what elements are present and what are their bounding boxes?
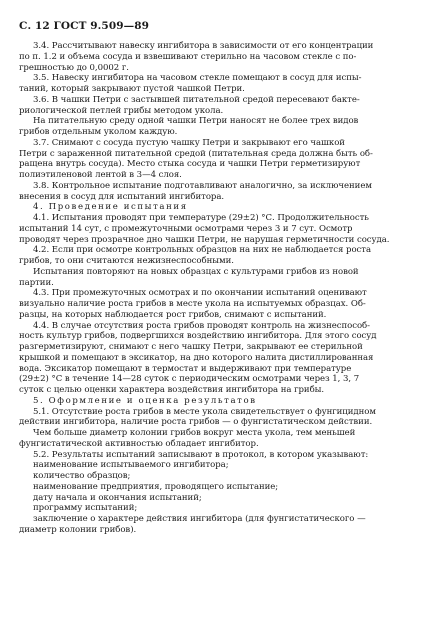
standard-number: ГОСТ 9.509—89 (53, 20, 150, 32)
text-line: грешностью до 0,0002 г. (19, 62, 129, 73)
text-line: 3.7. Снимают с сосуда пустую чашку Петри и закрывают его чашкой (33, 137, 345, 148)
text-line: диаметр колонии грибов). (19, 524, 137, 535)
text-line: 4. Проведение испытания (33, 202, 188, 213)
text-line: визуально наличие роста грибов в месте укола на испытуемых образцах. Об- (19, 299, 366, 309)
text-line: крышкой и помещают в эксикатор, на дно которого налита дистиллированная (19, 352, 374, 363)
document-body (19, 41, 414, 536)
text-line: 5.1. Отсутствие роста грибов в месте укола свидетельствует о фунгицидном (33, 406, 376, 417)
text-line: испытаний 14 сут, с промежуточными осмотрами через 3 и 7 сут. Осмотр (19, 223, 353, 234)
text-line: 3.6. В чашки Петри с застывшей питательной средой пересевают бакте- (33, 94, 360, 105)
text-line: действии ингибитора, наличие роста грибов — о фунгистатическом действии. (19, 417, 373, 428)
text-line: На питательную среду одной чашки Петри наносят не более трех видов (33, 116, 359, 127)
text-line: (29±2) °С в течение 14—28 суток с периодическим осмотрами через 1, 3, 7 (19, 374, 360, 385)
text-line: 3.4. Рассчитывают навеску ингибитора в зависимости от его концентрации (33, 41, 374, 51)
text-line: грибов отдельным уколом каждую. (19, 127, 178, 137)
text-line: разгерметизируют, снимают с него чашку Петри, закрывают ее стерильной (19, 342, 363, 352)
text-line: заключение о характере действия ингибитора (для фунгистатического — (33, 514, 366, 524)
page-number: С. 12 (19, 20, 50, 32)
text-line: 5.2. Результаты испытаний записывают в протокол, в котором указывают: (33, 449, 369, 460)
text-line: ность культур грибов, подвергшихся воздействию ингибитора. Для этого сосуд (19, 331, 377, 342)
text-line: Петри с зараженной питательной средой (питательная среда должна быть об- (19, 148, 373, 159)
text-line: грибов, то они считаются нежизнеспособными. (19, 256, 234, 266)
text-line: программу испытаний; (33, 503, 138, 514)
text-line: наименование испытываемого ингибитора; (33, 460, 229, 471)
text-line: 3.8. Контрольное испытание подготавливают аналогично, за исключением (33, 180, 372, 191)
text-line: дату начала и окончания испытаний; (33, 492, 202, 503)
text-line: внесения в сосуд для испытаний ингибитора. (19, 191, 225, 202)
text-line: Чем больше диаметр колонии грибов вокруг места укола, тем меньшей (33, 428, 356, 438)
text-line: количество образцов; (33, 471, 131, 481)
text-line: 4.3. При промежуточных осмотрах и по окончании испытаний оценивают (33, 288, 367, 299)
page-header (19, 20, 414, 32)
text-line: полиэтиленовой лентой в 3—4 слоя. (19, 170, 182, 180)
text-line: 5. Оформление и оценка результатов (33, 395, 257, 406)
text-line: фунгистатической активностью обладает ингибитор. (19, 438, 259, 449)
text-line: риологической петлей грибы методом укола. (19, 105, 224, 116)
text-line: проводят через прозрачное дно чашки Петри, не нарушая герметичности сосуда. (19, 234, 390, 245)
text-line: Испытания повторяют на новых образцах с культурами грибов из новой (33, 266, 359, 277)
text-line: наименование предприятия, проводящего испытание; (33, 481, 279, 492)
text-line: 4.4. В случае отсутствия роста грибов проводят контроль на жизнеспособ- (33, 320, 370, 331)
text-line: вода. Эксикатор помещают в термостат и выдерживают при температуре (19, 363, 352, 374)
text-line: 4.2. Если при осмотре контрольных образцов на них не наблюдается роста (33, 245, 372, 256)
text-line: 4.1. Испытания проводят при температуре (29±2) °С. Продолжительность (33, 213, 369, 223)
text-line: по п. 1.2 и объема сосуда и взвешивают стерильно на часовом стекле с по- (19, 51, 357, 62)
text-line: 3.5. Навеску ингибитора на часовом стекле помещают в сосуд для испы- (33, 73, 362, 84)
text-line: партии. (19, 277, 54, 288)
text-line: суток с целью оценки характера воздействия ингибитора на грибы. (19, 385, 325, 395)
text-line: разцы, на которых наблюдается рост грибов, снимают с испытаний. (19, 309, 327, 320)
text-line: таний, который закрывают пустой чашкой Петри. (19, 84, 245, 94)
text-line: ращена внутрь сосуда). Место стыка сосуда и чашки Петри герметизируют (19, 159, 361, 170)
